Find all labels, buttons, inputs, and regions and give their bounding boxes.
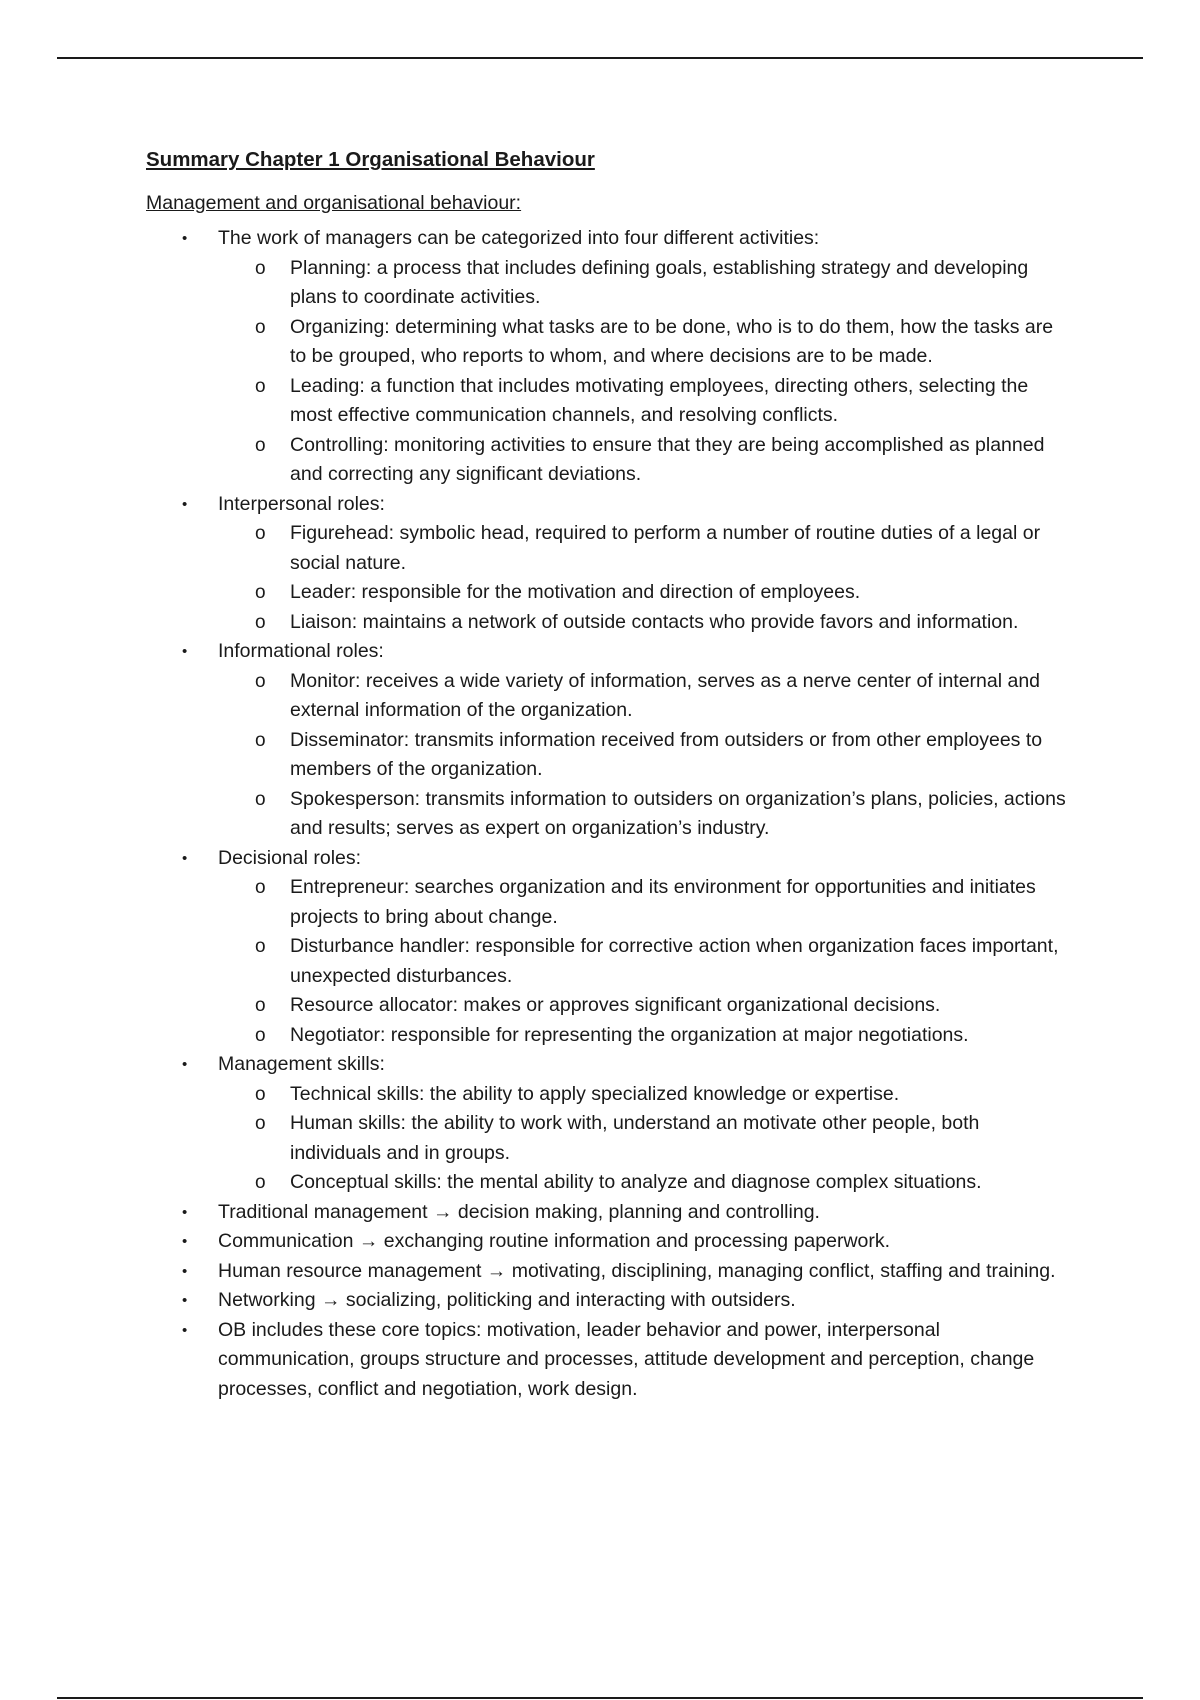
bullet-icon: • [182,849,188,867]
circle-bullet-icon: o [255,877,266,898]
circle-bullet-icon: o [255,1113,266,1134]
bullet-icon: • [182,1203,188,1221]
document-title: Summary Chapter 1 Organisational Behaviour [146,148,595,171]
list-item [146,1198,1066,1228]
sub-list-item [218,991,1066,1021]
footer-rule [57,1697,1143,1699]
list-item [146,490,1066,638]
bullet-icon: • [182,1292,188,1309]
bullet-icon: • [182,495,188,513]
sub-list-item [218,608,1066,638]
sub-list-item-text: Figurehead: symbolic head, required to perform a number of routine duties of a legal or social nature. [290,522,1041,574]
sub-list-item [218,1021,1066,1051]
bullet-icon: • [182,1321,188,1339]
sub-list [218,254,1066,490]
sub-list [218,1080,1066,1198]
sub-list-item [218,254,1066,313]
header-rule [57,57,1143,59]
circle-bullet-icon: o [255,257,266,279]
list-item [146,1050,1066,1198]
list-item [146,224,1066,490]
circle-bullet-icon: o [255,788,266,810]
list-item-text: Traditional management → decision making, planning and controlling. [218,1200,820,1223]
circle-bullet-icon: o [255,1083,266,1105]
circle-bullet-icon: o [255,670,266,692]
list-item [146,1316,1066,1405]
list-item [146,1257,1066,1287]
document-body [146,142,1066,1404]
list-item-text: Management skills: [218,1053,385,1075]
sub-list-item-text: Spokesperson: transmits information to outsiders on organization’s plans, policies, actions and results; serves as expert on organization’s industry. [290,787,1066,839]
sub-list [218,873,1066,1050]
sub-list-item-text: Disturbance handler: responsible for corrective action when organization faces important, unexpected disturbances. [290,935,1059,987]
bullet-icon: • [182,230,188,247]
circle-bullet-icon: o [255,1172,266,1193]
bullet-icon: • [182,1056,188,1073]
sub-list-item [218,785,1066,844]
sub-list-item-text: Entrepreneur: searches organization and its environment for opportunities and initiates projects to bring about change. [290,876,1036,928]
list-item [146,844,1066,1051]
circle-bullet-icon: o [255,611,266,633]
list-item [146,637,1066,844]
bullet-icon: • [182,643,188,660]
circle-bullet-icon: o [255,523,266,544]
sub-list-item-text: Planning: a process that includes defining goals, establishing strategy and developing plans to coordinate activities. [290,256,1029,308]
sub-list-item-text: Controlling: monitoring activities to ensure that they are being accomplished as planned and correcting any significant deviations. [290,433,1045,485]
sub-list-item [218,313,1066,372]
sub-list-item [218,1168,1066,1198]
sub-list-item-text: Disseminator: transmits information received from outsiders or from other employees to members of the organization. [290,728,1043,780]
sub-list-item-text: Liaison: maintains a network of outside contacts who provide favors and information. [290,610,1019,633]
bullet-icon: • [182,1262,188,1280]
list-item-text: OB includes these core topics: motivation, leader behavior and power, interpersonal communication, groups structure and processes, attitude development and perception, change processes, conflict and negotiation, work design. [218,1318,1035,1400]
list-item-text: Informational roles: [218,640,384,662]
sub-list-item [218,372,1066,431]
sub-list [218,519,1066,637]
sub-list-item [218,578,1066,608]
circle-bullet-icon: o [255,375,266,397]
section-heading: Management and organisational behaviour: [146,192,522,214]
sub-list-item-text: Leader: responsible for the motivation and direction of employees. [290,581,861,603]
circle-bullet-icon: o [255,1024,266,1046]
sub-list-item [218,519,1066,578]
sub-list-item-text: Resource allocator: makes or approves significant organizational decisions. [290,994,941,1016]
circle-bullet-icon: o [255,316,266,338]
sub-list-item-text: Monitor: receives a wide variety of information, serves as a nerve center of internal and external information of the organization. [290,669,1041,721]
sub-list-item-text: Technical skills: the ability to apply specialized knowledge or expertise. [290,1082,900,1105]
sub-list-item-text: Organizing: determining what tasks are to be done, who is to do them, how the tasks are to be grouped, who reports to whom, and where decisions are to be made. [290,315,1054,367]
bullet-icon: • [182,1233,188,1250]
sub-list-item [218,873,1066,932]
sub-list-item-text: Negotiator: responsible for representing the organization at major negotiations. [290,1023,969,1046]
circle-bullet-icon: o [255,582,266,603]
sub-list-item-text: Leading: a function that includes motivating employees, directing others, selecting the most effective communication channels, and resolving conflicts. [290,374,1029,426]
circle-bullet-icon: o [255,936,266,957]
circle-bullet-icon: o [255,729,266,751]
list-item-text: Decisional roles: [218,846,362,869]
sub-list-item [218,431,1066,490]
list-item [146,1227,1066,1257]
circle-bullet-icon: o [255,995,266,1016]
sub-list-item [218,1080,1066,1110]
list-item-text: The work of managers can be categorized into four different activities: [218,227,820,249]
sub-list-item-text: Human skills: the ability to work with, understand an motivate other people, both individuals and in groups. [290,1112,980,1164]
sub-list-item-text: Conceptual skills: the mental ability to analyze and diagnose complex situations. [290,1171,982,1193]
list-item-text: Networking → socializing, politicking and interacting with outsiders. [218,1289,796,1311]
list-item [146,1286,1066,1316]
sub-list-item [218,726,1066,785]
sub-list [218,667,1066,844]
circle-bullet-icon: o [255,434,266,456]
list-item-text: Interpersonal roles: [218,492,385,515]
list-item-text: Communication → exchanging routine information and processing paperwork. [218,1230,891,1252]
bullet-list [146,224,1066,1404]
sub-list-item [218,1109,1066,1168]
list-item-text: Human resource management → motivating, disciplining, managing conflict, staffing and training. [218,1259,1056,1282]
sub-list-item [218,932,1066,991]
sub-list-item [218,667,1066,726]
